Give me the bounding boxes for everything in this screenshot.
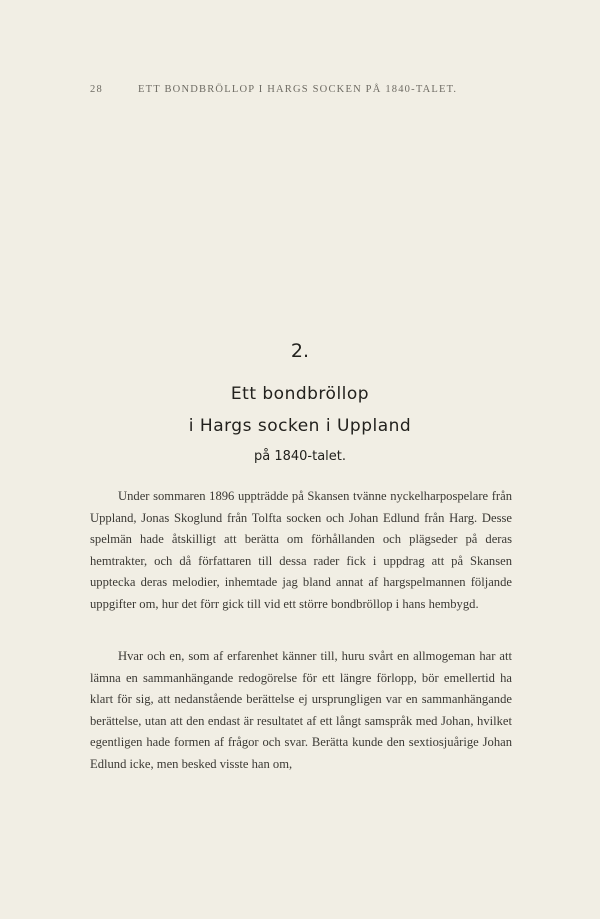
- chapter-title-line-2: i Hargs socken i Uppland: [188, 416, 412, 436]
- body-paragraph-1: Under sommaren 1896 uppträdde på Skansen tvänne nyckelharpospelare från Uppland, Jonas Skoglund från Tolfta socken och Johan Edlund från Harg. Desse spelmän hade åtskilligt att berätta om förhållanden och plägseder på deras hemtrakter, och då författaren till dessa rader fick i uppdrag att på Skansen upptecka deras melodier, inhemtade jag bland annat af hargspelmannen följande uppgifter om, hur det förr gick till vid ett större bondbröllop i hans hembygd.: [90, 489, 512, 611]
- chapter-number: 2.: [290, 340, 310, 362]
- chapter-subtitle: på 1840-talet.: [253, 449, 347, 464]
- running-header: [90, 84, 510, 100]
- body-paragraph-2: Hvar och en, som af erfarenhet känner till, huru svårt en allmogeman har att lämna en sammanhängande redogörelse för ett längre förlopp, bör emellertid ha klart för sig, att nedanstående berättelse ej ursprungligen var en sammanhängande berättelse, utan att den endast är resultatet af ett långt samspråk med Johan, hvilket egentligen hade formen af frågor och svar. Berätta kunde den sextiosjuårige Johan Edlund icke, men besked visste han om,: [90, 649, 512, 771]
- chapter-title-line-1: Ett bondbröllop: [230, 384, 370, 404]
- page-number: 28: [90, 84, 103, 95]
- running-title: ETT BONDBRÖLLOP I HARGS SOCKEN PÅ 1840-TALET.: [138, 84, 458, 95]
